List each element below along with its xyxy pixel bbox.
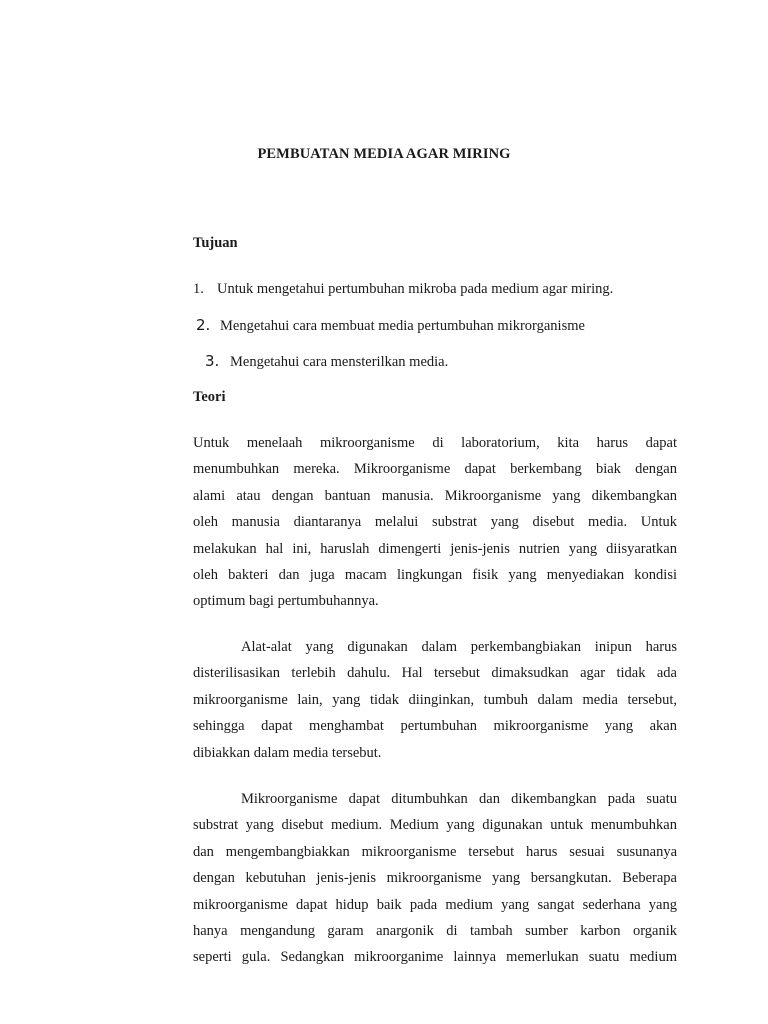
body-paragraph [193, 430, 677, 615]
paragraph-line: substrat yang disebut medium. Medium yang digunakan untuk menumbuhkan [193, 817, 677, 834]
paragraph-line: dengan kebutuhan jenis-jenis mikroorganisme yang bersangkutan. Beberapa [193, 870, 677, 887]
body-paragraph [193, 634, 677, 766]
goal-item [193, 281, 613, 298]
paragraph-line: hanya mengandung garam anargonik di tambah sumber karbon organik [193, 922, 677, 939]
paragraph-line: sehingga dapat menghambat pertumbuhan mikroorganisme yang akan [193, 718, 677, 735]
paragraph-line: Mikroorganisme dapat ditumbuhkan dan dikembangkan pada suatu [241, 791, 677, 807]
goal-item [196, 316, 585, 335]
paragraph-line: dan mengembangbiakkan mikroorganisme tersebut harus sesuai susunanya [193, 843, 677, 860]
paragraph-line: Alat-alat yang digunakan dalam perkembangbiakan inipun harus [241, 639, 677, 655]
paragraph-line: mikroorganisme dapat hidup baik pada medium yang sangat sederhana yang [193, 896, 677, 913]
section-heading-tujuan: Tujuan [193, 235, 238, 251]
section-heading-teori: Teori [193, 389, 226, 405]
paragraph-line: oleh bakteri dan juga macam lingkungan fisik yang menyediakan kondisi [193, 566, 677, 583]
goal-number: 3. [205, 352, 220, 370]
paragraph-line: melakukan hal ini, haruslah dimengerti jenis-jenis nutrien yang diisyaratkan [193, 540, 677, 557]
paragraph-line: alami atau dengan bantuan manusia. Mikroorganisme yang dikembangkan [193, 487, 677, 504]
paragraph-line: mikroorganisme lain, yang tidak diinginkan, tumbuh dalam media tersebut, [193, 691, 677, 708]
document-title: PEMBUATAN MEDIA AGAR MIRING [257, 146, 511, 162]
paragraph-line: oleh manusia diantaranya melalui substrat yang disebut media. Untuk [193, 514, 677, 531]
body-paragraph [193, 786, 677, 971]
goal-number: 2. [196, 316, 211, 334]
paragraph-line: disterilisasikan terlebih dahulu. Hal tersebut dimaksudkan agar tidak ada [193, 665, 677, 682]
goal-text: Untuk mengetahui pertumbuhan mikroba pada medium agar miring. [217, 281, 614, 297]
goal-text: Mengetahui cara mensterilkan media. [230, 354, 449, 370]
goal-item [205, 352, 448, 371]
goal-text: Mengetahui cara membuat media pertumbuhan mikrorganisme [220, 318, 585, 334]
paragraph-line: seperti gula. Sedangkan mikroorganime lainnya memerlukan suatu medium [193, 949, 677, 966]
paragraph-line: optimum bagi pertumbuhannya. [193, 593, 379, 610]
paragraph-line: dibiakkan dalam media tersebut. [193, 744, 382, 761]
goal-number: 1. [193, 281, 204, 297]
paragraph-line: Untuk menelaah mikroorganisme di laboratorium, kita harus dapat [193, 435, 677, 451]
paragraph-line: menumbuhkan mereka. Mikroorganisme dapat berkembang biak dengan [193, 461, 677, 478]
